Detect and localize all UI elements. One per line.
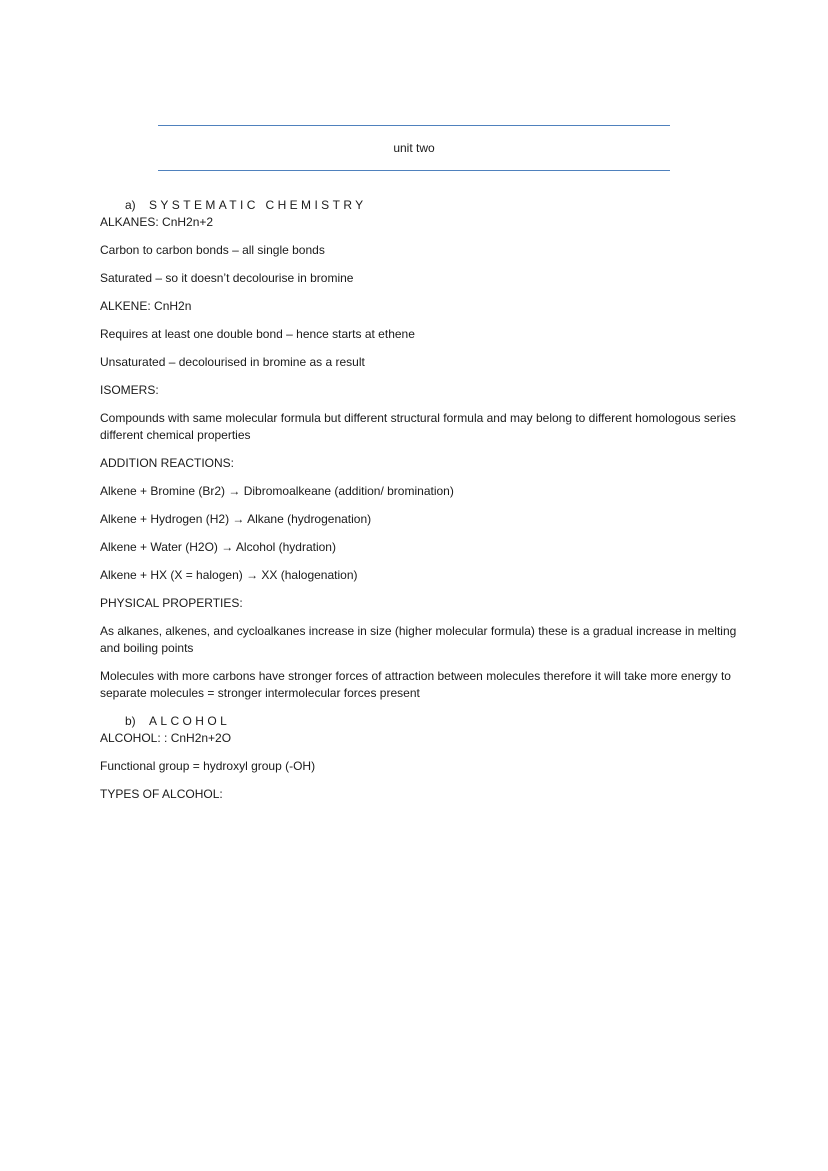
paragraph-bromination: Alkene + Bromine (Br2) → Dibromoalkeane (addition/ bromination) — [100, 484, 454, 498]
section-heading-text: ALCOHOL — [149, 714, 231, 728]
paragraph-hydrogenation: Alkene + Hydrogen (H2) → Alkane (hydrogenation) — [100, 512, 372, 526]
section-heading-alcohol — [100, 713, 740, 730]
section-heading-text: SYSTEMATIC CHEMISTRY — [149, 198, 367, 212]
paragraph-hydration: Alkene + Water (H2O) → Alcohol (hydration) — [100, 540, 336, 554]
paragraph-isomers-definition: Compounds with same molecular formula but different structural formula and may belong to different homologous series different chemical properties — [100, 411, 736, 442]
section-marker: b) — [125, 714, 136, 728]
header-rule-bottom — [158, 170, 670, 171]
paragraph-unsaturated: Unsaturated – decolourised in bromine as a result — [100, 355, 365, 369]
paragraph-addition-reactions-heading: ADDITION REACTIONS: — [100, 456, 235, 470]
paragraph-double-bond: Requires at least one double bond – hence starts at ethene — [100, 327, 415, 341]
header-title: unit two — [393, 141, 435, 155]
header-rule-top — [158, 125, 670, 126]
paragraph-size-trend: As alkanes, alkenes, and cycloalkanes increase in size (higher molecular formula) these is a gradual increase in melting and boiling points — [100, 624, 737, 655]
paragraph-physical-properties-heading: PHYSICAL PROPERTIES: — [100, 596, 243, 610]
paragraph-alkene-formula: ALKENE: CnH2n — [100, 299, 192, 313]
paragraph-alcohol-formula: ALCOHOL: : CnH2n+2O — [100, 731, 232, 745]
paragraph-intermolecular-forces: Molecules with more carbons have stronger forces of attraction between molecules therefore it will take more energy to separate molecules = stronger intermolecular forces present — [100, 669, 731, 700]
paragraph-saturated: Saturated – so it doesn’t decolourise in bromine — [100, 271, 354, 285]
paragraph-isomers-heading: ISOMERS: — [100, 383, 159, 397]
paragraph-functional-group: Functional group = hydroxyl group (-OH) — [100, 759, 316, 773]
section-marker: a) — [125, 198, 136, 212]
document-body — [100, 197, 740, 814]
paragraph-alkanes-formula: ALKANES: CnH2n+2 — [100, 215, 214, 229]
paragraph-halogenation: Alkene + HX (X = halogen) → XX (halogenation) — [100, 568, 358, 582]
paragraph-single-bonds: Carbon to carbon bonds – all single bonds — [100, 243, 325, 257]
section-heading-systematic-chemistry — [100, 197, 740, 214]
paragraph-types-of-alcohol: TYPES OF ALCOHOL: — [100, 787, 223, 801]
